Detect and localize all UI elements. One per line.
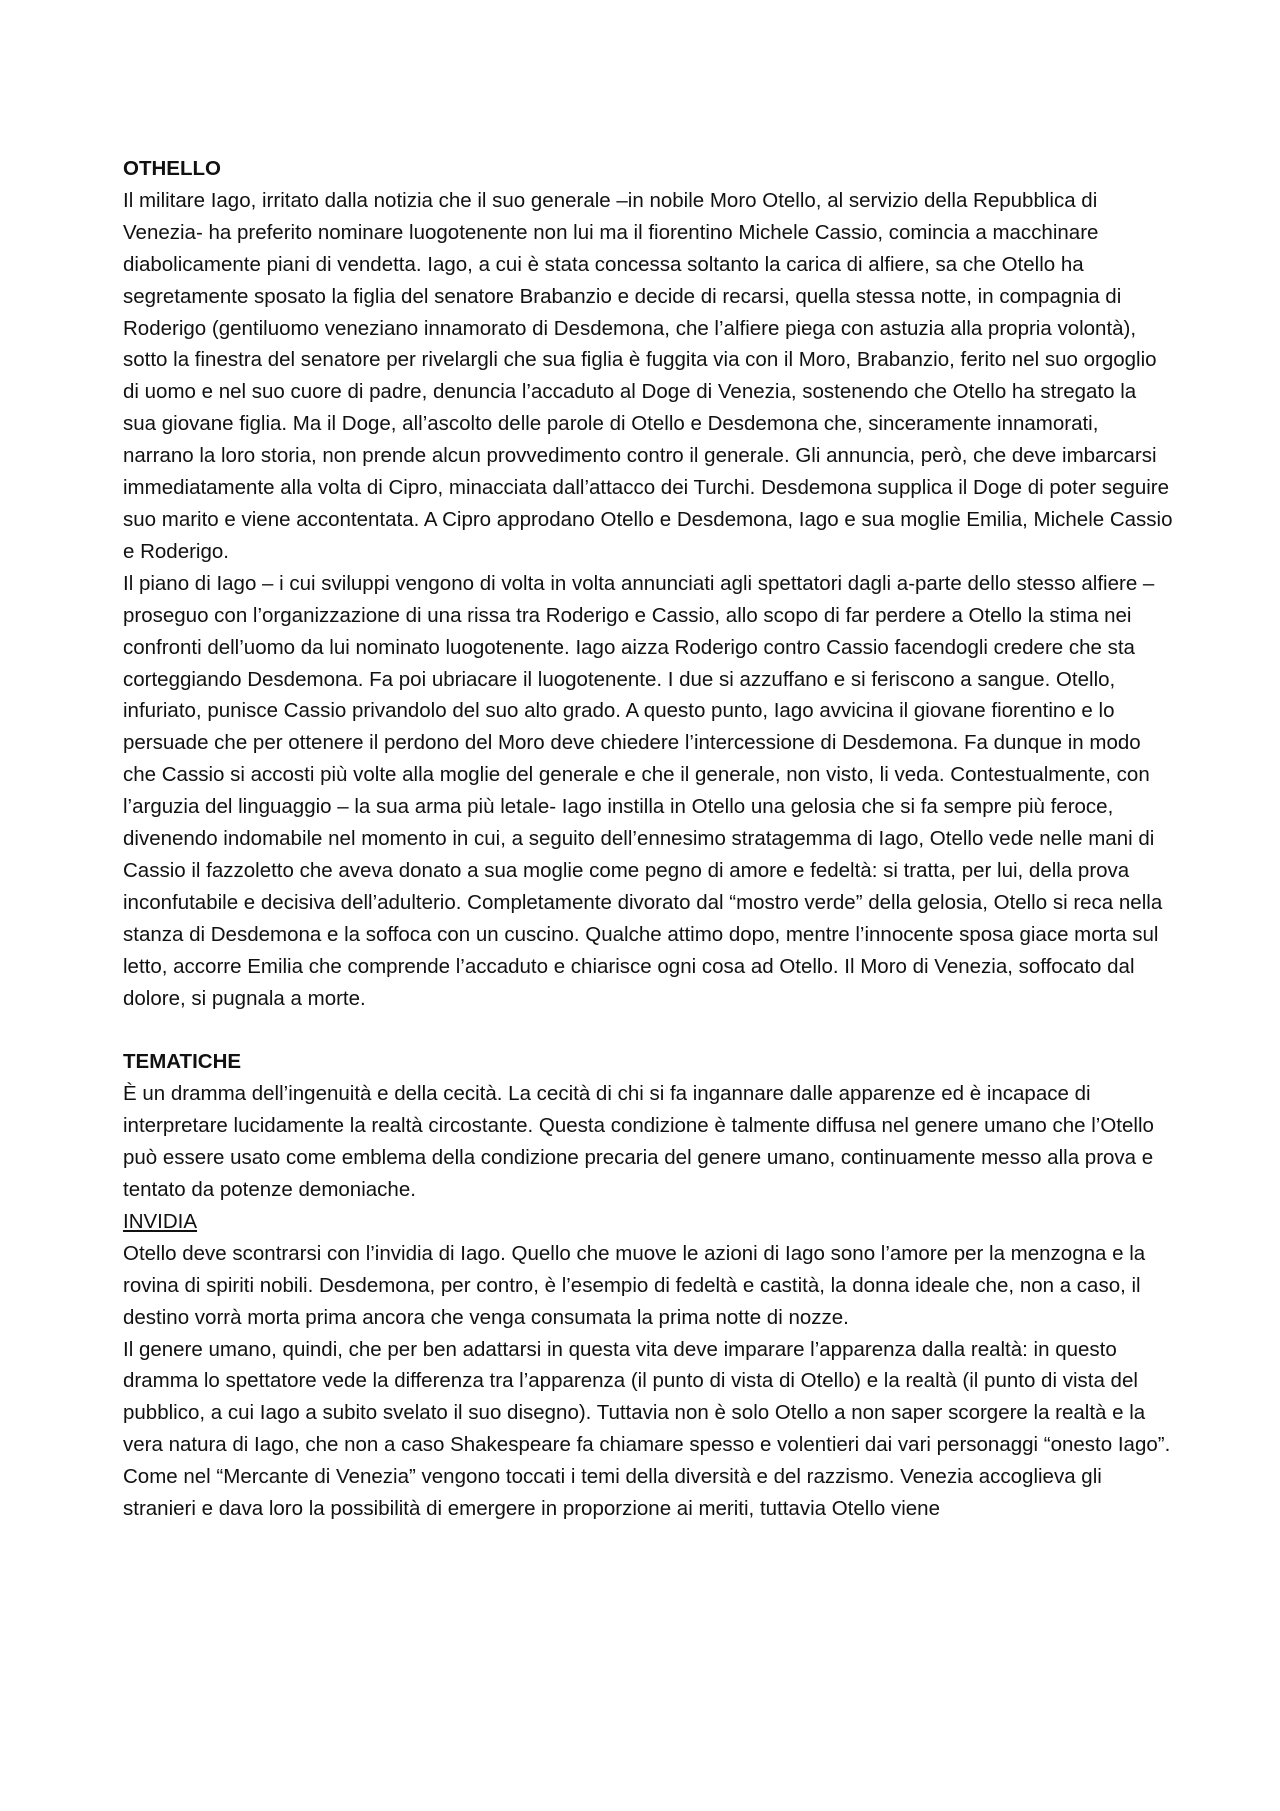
section-title-tematiche: TEMATICHE — [123, 1050, 242, 1074]
paragraph-plot-2: Il piano di Iago – i cui sviluppi vengono di volta in volta annunciati agli spettatori dagli a-parte dello stesso alfiere – proseguo con l’organizzazione di una rissa tra Roderigo e Cassio, allo scopo di far perdere a Otello la stima nei confronti dell’uomo da lui nominato luogotenente. Iago aizza Roderigo contro Cassio facendogli credere che sta corteggiando Desdemona. Fa poi ubriacare il luogotenente. I due si azzuffano e si feriscono a sangue. Otello, infuriato, punisce Cassio privandolo del suo alto grado. A questo punto, Iago avvicina il giovane fiorentino e lo persuade che per ottenere il perdono del Moro deve chiedere l’intercessione di Desdemona. Fa dunque in modo che Cassio si accosti più volte alla moglie del generale e che il generale, non visto, li veda. Contestualmente, con l’arguzia del linguaggio – la sua arma più letale- Iago instilla in Otello una gelosia che si fa sempre più feroce, divenendo indomabile nel momento in cui, a seguito dell’ennesimo stratagemma di Iago, Otello vede nelle mani di Cassio il fazzoletto che aveva donato a sua moglie come pegno di amore e fedeltà: si tratta, per lui, della prova inconfutabile e decisiva dell’adulterio. Completamente divorato dal “mostro verde” della gelosia, Otello si reca nella stanza di Desdemona e la soffoca con un cuscino. Qualche attimo dopo, mentre l’innocente sposa giace morta sul letto, accorre Emilia che comprende l’accaduto e chiarisce ogni cosa ad Otello. Il Moro di Venezia, soffocato dal dolore, si pugnala a morte. — [123, 571, 1163, 1010]
blank-line — [123, 1014, 1173, 1046]
subheading-invidia: INVIDIA — [123, 1209, 198, 1233]
paragraph-themes-intro: È un dramma dell’ingenuità e della cecità. La cecità di chi si fa ingannare dalle apparenze ed è incapace di interpretare lucidamente la realtà circostante. Questa condizione è talmente diffusa nel genere umano che l’Otello può essere usato come emblema della condizione precaria del genere umano, continuamente messo alla prova e tentato da potenze demoniache. — [123, 1082, 1154, 1201]
paragraph-invidia-2: Il genere umano, quindi, che per ben adattarsi in questa vita deve imparare l’apparenza dalla realtà: in questo dramma lo spettatore vede la differenza tra l’apparenza (il punto di vista di Otello) e la realtà (il punto di vista del pubblico, a cui Iago a subito svelato il suo disegno). Tuttavia non è solo Otello a non saper scorgere la realtà e la vera natura di Iago, che non a caso Shakespeare fa chiamare spesso e volentieri dai vari personaggi “onesto Iago”. Come nel “Mercante di Venezia” vengono toccati i temi della diversità e del razzismo. Venezia accoglieva gli stranieri e dava loro la possibilità di emergere in proporzione ai meriti, tuttavia Otello viene — [123, 1337, 1171, 1521]
paragraph-plot-1: Il militare Iago, irritato dalla notizia che il suo generale –in nobile Moro Otello, al servizio della Repubblica di Venezia- ha preferito nominare luogotenente non lui ma il fiorentino Michele Cassio, comincia a macchinare diabolicamente piani di vendetta. Iago, a cui è stata concessa soltanto la carica di alfiere, sa che Otello ha segretamente sposato la figlia del senatore Brabanzio e decide di recarsi, quella stessa notte, in compagnia di Roderigo (gentiluomo veneziano innamorato di Desdemona, che l’alfiere piega con astuzia alla propria volontà), sotto la finestra del senatore per rivelargli che sua figlia è fuggita via con il Moro, Brabanzio, ferito nel suo orgoglio di uomo e nel suo cuore di padre, denuncia l’accaduto al Doge di Venezia, sostenendo che Otello ha stregato la sua giovane figlia. Ma il Doge, all’ascolto delle parole di Otello e Desdemona che, sinceramente innamorati, narrano la loro storia, non prende alcun provvedimento contro il generale. Gli annuncia, però, che deve imbarcarsi immediatamente alla volta di Cipro, minacciata dall’attacco dei Turchi. Desdemona supplica il Doge di poter seguire suo marito e viene accontentata. A Cipro approdano Otello e Desdemona, Iago e sua moglie Emilia, Michele Cassio e Roderigo. — [123, 188, 1173, 563]
document-page — [123, 153, 1173, 1525]
paragraph-invidia-1: Otello deve scontrarsi con l’invidia di Iago. Quello che muove le azioni di Iago sono l’amore per la menzogna e la rovina di spiriti nobili. Desdemona, per contro, è l’esempio di fedeltà e castità, la donna ideale che, non a caso, il destino vorrà morta prima ancora che venga consumata la prima notte di nozze. — [123, 1241, 1146, 1329]
section-title-othello: OTHELLO — [123, 157, 221, 180]
